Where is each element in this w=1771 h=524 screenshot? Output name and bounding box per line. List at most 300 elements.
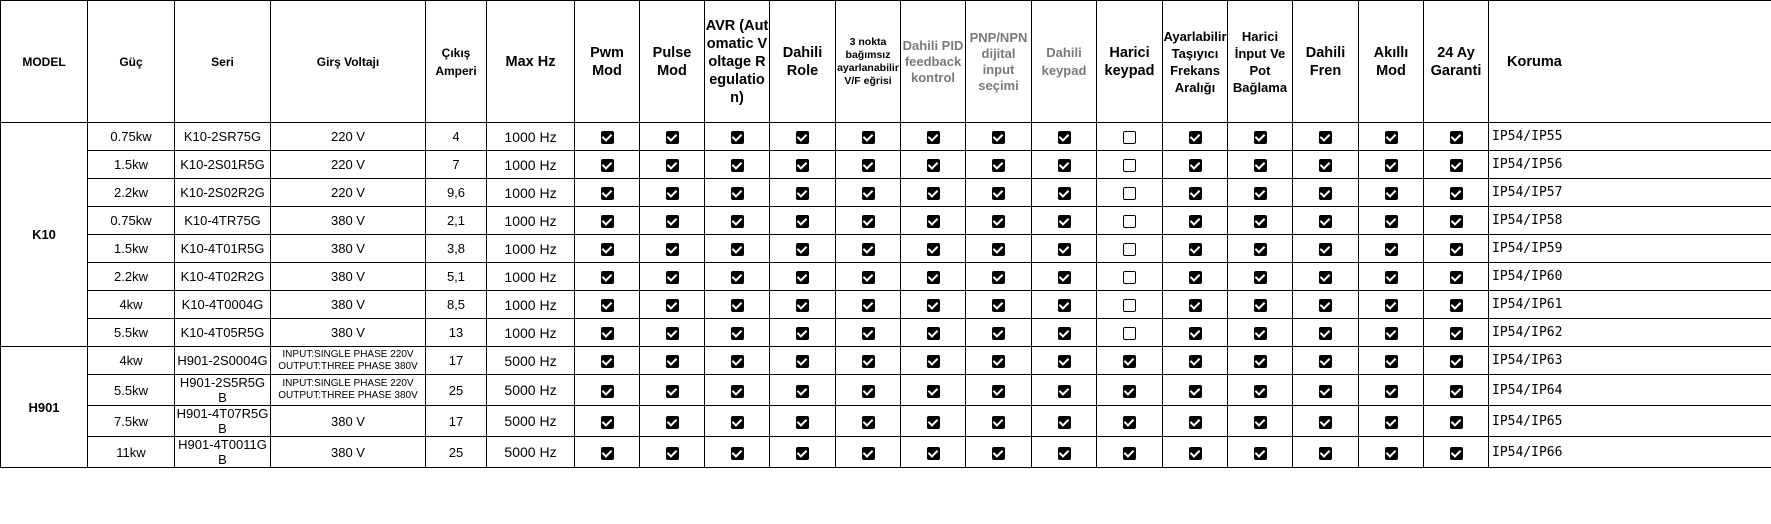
max-hz-cell: 5000 Hz (487, 347, 575, 375)
unchecked-checkbox-icon[interactable] (1123, 187, 1136, 200)
checked-checkbox-icon[interactable] (992, 299, 1005, 312)
power-cell: 1.5kw (88, 151, 175, 179)
checked-checkbox-icon[interactable] (1319, 187, 1332, 200)
checked-checkbox-icon[interactable] (601, 385, 614, 398)
checked-checkbox-icon[interactable] (601, 416, 614, 429)
feature-cell (640, 291, 705, 319)
checked-checkbox-icon[interactable] (862, 187, 875, 200)
checked-checkbox-icon[interactable] (992, 447, 1005, 460)
feature-cell (705, 151, 770, 179)
checked-checkbox-icon[interactable] (1385, 159, 1398, 172)
checked-checkbox-icon[interactable] (1254, 447, 1267, 460)
feature-cell (1424, 235, 1489, 263)
header-pulse: Pulse Mod (640, 1, 705, 123)
feature-cell (1293, 319, 1359, 347)
voltage-cell: 380 V (271, 207, 426, 235)
checked-checkbox-icon[interactable] (1058, 355, 1071, 368)
feature-cell (836, 406, 901, 437)
checked-checkbox-icon[interactable] (666, 299, 679, 312)
checked-checkbox-icon[interactable] (862, 355, 875, 368)
feature-cell (575, 151, 640, 179)
feature-cell (1293, 151, 1359, 179)
checked-checkbox-icon[interactable] (666, 187, 679, 200)
series-cell: H901-2S5R5G B (175, 375, 271, 406)
checked-checkbox-icon[interactable] (1123, 416, 1136, 429)
feature-cell (1228, 437, 1293, 468)
feature-cell (836, 263, 901, 291)
feature-cell (575, 263, 640, 291)
feature-cell (1228, 291, 1293, 319)
checked-checkbox-icon[interactable] (1450, 187, 1463, 200)
checked-checkbox-icon[interactable] (666, 271, 679, 284)
checked-checkbox-icon[interactable] (1319, 416, 1332, 429)
checked-checkbox-icon[interactable] (601, 327, 614, 340)
feature-cell (575, 235, 640, 263)
feature-cell (640, 406, 705, 437)
checked-checkbox-icon[interactable] (1189, 299, 1202, 312)
checked-checkbox-icon[interactable] (731, 299, 744, 312)
checked-checkbox-icon[interactable] (992, 215, 1005, 228)
header-maxhz: Max Hz (487, 1, 575, 123)
checked-checkbox-icon[interactable] (796, 215, 809, 228)
feature-cell (640, 235, 705, 263)
checked-checkbox-icon[interactable] (927, 299, 940, 312)
checked-checkbox-icon[interactable] (1189, 355, 1202, 368)
checked-checkbox-icon[interactable] (992, 355, 1005, 368)
checked-checkbox-icon[interactable] (1058, 447, 1071, 460)
checked-checkbox-icon[interactable] (1385, 131, 1398, 144)
checked-checkbox-icon[interactable] (992, 416, 1005, 429)
protection-cell: IP54/IP63 (1489, 347, 1771, 375)
protection-cell: IP54/IP59 (1489, 235, 1771, 263)
feature-cell (770, 437, 836, 468)
series-cell: K10-4T05R5G (175, 319, 271, 347)
checked-checkbox-icon[interactable] (1450, 355, 1463, 368)
checked-checkbox-icon[interactable] (601, 131, 614, 144)
unchecked-checkbox-icon[interactable] (1123, 299, 1136, 312)
checked-checkbox-icon[interactable] (1189, 327, 1202, 340)
checked-checkbox-icon[interactable] (1254, 385, 1267, 398)
feature-cell (1097, 151, 1163, 179)
table-row (1, 123, 1771, 151)
feature-cell (1097, 437, 1163, 468)
feature-cell (1359, 123, 1424, 151)
checked-checkbox-icon[interactable] (992, 385, 1005, 398)
feature-cell (1163, 347, 1228, 375)
feature-cell (966, 375, 1032, 406)
checked-checkbox-icon[interactable] (1189, 416, 1202, 429)
checked-checkbox-icon[interactable] (862, 159, 875, 172)
feature-cell (575, 437, 640, 468)
checked-checkbox-icon[interactable] (1385, 327, 1398, 340)
checked-checkbox-icon[interactable] (1450, 159, 1463, 172)
checked-checkbox-icon[interactable] (1058, 243, 1071, 256)
checked-checkbox-icon[interactable] (796, 355, 809, 368)
feature-cell (1293, 235, 1359, 263)
checked-checkbox-icon[interactable] (601, 271, 614, 284)
feature-cell (1032, 179, 1097, 207)
unchecked-checkbox-icon[interactable] (1123, 271, 1136, 284)
unchecked-checkbox-icon[interactable] (1123, 159, 1136, 172)
checked-checkbox-icon[interactable] (862, 385, 875, 398)
checked-checkbox-icon[interactable] (796, 385, 809, 398)
feature-cell (770, 375, 836, 406)
checked-checkbox-icon[interactable] (1254, 215, 1267, 228)
protection-cell: IP54/IP55 (1489, 123, 1771, 151)
feature-cell (1228, 235, 1293, 263)
max-hz-cell: 5000 Hz (487, 406, 575, 437)
checked-checkbox-icon[interactable] (796, 299, 809, 312)
checked-checkbox-icon[interactable] (1450, 215, 1463, 228)
checked-checkbox-icon[interactable] (992, 159, 1005, 172)
voltage-cell: 380 V (271, 263, 426, 291)
checked-checkbox-icon[interactable] (1319, 159, 1332, 172)
voltage-cell: 220 V (271, 123, 426, 151)
checked-checkbox-icon[interactable] (927, 447, 940, 460)
feature-cell (966, 347, 1032, 375)
checked-checkbox-icon[interactable] (796, 271, 809, 284)
feature-cell (1032, 319, 1097, 347)
checked-checkbox-icon[interactable] (927, 271, 940, 284)
checked-checkbox-icon[interactable] (927, 243, 940, 256)
checked-checkbox-icon[interactable] (1385, 271, 1398, 284)
protection-cell: IP54/IP56 (1489, 151, 1771, 179)
checked-checkbox-icon[interactable] (992, 131, 1005, 144)
voltage-cell: 220 V (271, 151, 426, 179)
feature-cell (1097, 123, 1163, 151)
checked-checkbox-icon[interactable] (862, 131, 875, 144)
checked-checkbox-icon[interactable] (1450, 131, 1463, 144)
feature-cell (705, 375, 770, 406)
checked-checkbox-icon[interactable] (1319, 355, 1332, 368)
checked-checkbox-icon[interactable] (927, 187, 940, 200)
checked-checkbox-icon[interactable] (1189, 131, 1202, 144)
max-hz-cell: 1000 Hz (487, 291, 575, 319)
feature-cell (1359, 406, 1424, 437)
feature-cell (1163, 406, 1228, 437)
checked-checkbox-icon[interactable] (927, 215, 940, 228)
feature-cell (1097, 207, 1163, 235)
feature-cell (1228, 123, 1293, 151)
header-harici-input: Harici İnput Ve Pot Bağlama (1228, 1, 1293, 123)
table-row (1, 179, 1771, 207)
checked-checkbox-icon[interactable] (1450, 243, 1463, 256)
checked-checkbox-icon[interactable] (1319, 215, 1332, 228)
feature-cell (901, 179, 966, 207)
feature-cell (966, 207, 1032, 235)
feature-cell (901, 319, 966, 347)
unchecked-checkbox-icon[interactable] (1123, 131, 1136, 144)
checked-checkbox-icon[interactable] (731, 131, 744, 144)
feature-cell (1424, 123, 1489, 151)
checked-checkbox-icon[interactable] (1254, 187, 1267, 200)
checked-checkbox-icon[interactable] (1450, 416, 1463, 429)
checked-checkbox-icon[interactable] (862, 215, 875, 228)
checked-checkbox-icon[interactable] (1385, 355, 1398, 368)
checked-checkbox-icon[interactable] (1319, 299, 1332, 312)
feature-cell (1228, 263, 1293, 291)
unchecked-checkbox-icon[interactable] (1123, 327, 1136, 340)
checked-checkbox-icon[interactable] (731, 447, 744, 460)
checked-checkbox-icon[interactable] (796, 159, 809, 172)
header-pwm: Pwm Mod (575, 1, 640, 123)
checked-checkbox-icon[interactable] (862, 416, 875, 429)
feature-cell (770, 347, 836, 375)
feature-cell (705, 406, 770, 437)
table-row (1, 235, 1771, 263)
feature-cell (705, 291, 770, 319)
checked-checkbox-icon[interactable] (1058, 299, 1071, 312)
feature-cell (1163, 375, 1228, 406)
checked-checkbox-icon[interactable] (731, 416, 744, 429)
feature-cell (966, 235, 1032, 263)
checked-checkbox-icon[interactable] (992, 327, 1005, 340)
checked-checkbox-icon[interactable] (862, 447, 875, 460)
checked-checkbox-icon[interactable] (1189, 385, 1202, 398)
series-cell: K10-4T01R5G (175, 235, 271, 263)
feature-cell (770, 406, 836, 437)
checked-checkbox-icon[interactable] (601, 299, 614, 312)
ampere-cell: 25 (426, 375, 487, 406)
series-cell: H901-2S0004G (175, 347, 271, 375)
checked-checkbox-icon[interactable] (1123, 385, 1136, 398)
checked-checkbox-icon[interactable] (1319, 447, 1332, 460)
feature-cell (1424, 375, 1489, 406)
checked-checkbox-icon[interactable] (1254, 243, 1267, 256)
feature-cell (575, 375, 640, 406)
table-row (1, 375, 1771, 406)
checked-checkbox-icon[interactable] (1189, 243, 1202, 256)
checked-checkbox-icon[interactable] (666, 416, 679, 429)
max-hz-cell: 5000 Hz (487, 437, 575, 468)
checked-checkbox-icon[interactable] (1254, 355, 1267, 368)
checked-checkbox-icon[interactable] (1319, 131, 1332, 144)
header-garanti: 24 Ay Garanti (1424, 1, 1489, 123)
checked-checkbox-icon[interactable] (666, 215, 679, 228)
checked-checkbox-icon[interactable] (1123, 355, 1136, 368)
feature-cell (1293, 375, 1359, 406)
checked-checkbox-icon[interactable] (1189, 271, 1202, 284)
feature-cell (836, 151, 901, 179)
feature-cell (575, 291, 640, 319)
checked-checkbox-icon[interactable] (731, 327, 744, 340)
checked-checkbox-icon[interactable] (1189, 447, 1202, 460)
feature-cell (966, 179, 1032, 207)
checked-checkbox-icon[interactable] (1123, 447, 1136, 460)
checked-checkbox-icon[interactable] (927, 159, 940, 172)
protection-cell: IP54/IP62 (1489, 319, 1771, 347)
checked-checkbox-icon[interactable] (731, 159, 744, 172)
checked-checkbox-icon[interactable] (1058, 159, 1071, 172)
checked-checkbox-icon[interactable] (731, 355, 744, 368)
checked-checkbox-icon[interactable] (666, 159, 679, 172)
checked-checkbox-icon[interactable] (862, 327, 875, 340)
feature-cell (1424, 406, 1489, 437)
unchecked-checkbox-icon[interactable] (1123, 243, 1136, 256)
checked-checkbox-icon[interactable] (1254, 416, 1267, 429)
feature-cell (770, 207, 836, 235)
voltage-cell: INPUT:SINGLE PHASE 220V OUTPUT:THREE PHASE 380V (271, 347, 426, 375)
feature-cell (836, 347, 901, 375)
checked-checkbox-icon[interactable] (1058, 385, 1071, 398)
feature-cell (1359, 291, 1424, 319)
checked-checkbox-icon[interactable] (1189, 215, 1202, 228)
checked-checkbox-icon[interactable] (1319, 327, 1332, 340)
series-cell: K10-4T02R2G (175, 263, 271, 291)
feature-cell (1293, 347, 1359, 375)
feature-cell (1163, 151, 1228, 179)
checked-checkbox-icon[interactable] (1385, 243, 1398, 256)
checked-checkbox-icon[interactable] (1385, 416, 1398, 429)
feature-cell (901, 123, 966, 151)
feature-cell (1032, 406, 1097, 437)
feature-cell (1359, 235, 1424, 263)
checked-checkbox-icon[interactable] (862, 299, 875, 312)
feature-cell (705, 179, 770, 207)
checked-checkbox-icon[interactable] (992, 271, 1005, 284)
checked-checkbox-icon[interactable] (927, 327, 940, 340)
checked-checkbox-icon[interactable] (1319, 271, 1332, 284)
checked-checkbox-icon[interactable] (1058, 215, 1071, 228)
feature-cell (1424, 437, 1489, 468)
feature-cell (770, 319, 836, 347)
feature-cell (836, 291, 901, 319)
checked-checkbox-icon[interactable] (666, 131, 679, 144)
feature-cell (770, 151, 836, 179)
checked-checkbox-icon[interactable] (731, 271, 744, 284)
checked-checkbox-icon[interactable] (731, 243, 744, 256)
checked-checkbox-icon[interactable] (601, 355, 614, 368)
model-cell: K10 (1, 123, 88, 347)
checked-checkbox-icon[interactable] (796, 447, 809, 460)
feature-cell (1228, 179, 1293, 207)
voltage-cell: 380 V (271, 291, 426, 319)
checked-checkbox-icon[interactable] (927, 416, 940, 429)
checked-checkbox-icon[interactable] (1450, 447, 1463, 460)
checked-checkbox-icon[interactable] (927, 385, 940, 398)
feature-cell (1359, 151, 1424, 179)
feature-cell (1424, 291, 1489, 319)
header-row (1, 1, 1771, 123)
checked-checkbox-icon[interactable] (1254, 159, 1267, 172)
checked-checkbox-icon[interactable] (601, 243, 614, 256)
feature-cell (1097, 319, 1163, 347)
checked-checkbox-icon[interactable] (1319, 243, 1332, 256)
feature-cell (575, 123, 640, 151)
ampere-cell: 7 (426, 151, 487, 179)
series-cell: H901-4T0011G B (175, 437, 271, 468)
series-cell: K10-4TR75G (175, 207, 271, 235)
power-cell: 4kw (88, 291, 175, 319)
checked-checkbox-icon[interactable] (992, 187, 1005, 200)
checked-checkbox-icon[interactable] (1319, 385, 1332, 398)
checked-checkbox-icon[interactable] (731, 215, 744, 228)
checked-checkbox-icon[interactable] (862, 243, 875, 256)
checked-checkbox-icon[interactable] (796, 327, 809, 340)
header-harici-keypad: Harici keypad (1097, 1, 1163, 123)
checked-checkbox-icon[interactable] (1385, 447, 1398, 460)
header-vf: 3 nokta bağımsız ayarlanabilir V/F eğrisi (836, 1, 901, 123)
feature-cell (1424, 151, 1489, 179)
checked-checkbox-icon[interactable] (1385, 187, 1398, 200)
checked-checkbox-icon[interactable] (927, 131, 940, 144)
checked-checkbox-icon[interactable] (1385, 385, 1398, 398)
feature-cell (1359, 437, 1424, 468)
checked-checkbox-icon[interactable] (796, 243, 809, 256)
protection-cell: IP54/IP57 (1489, 179, 1771, 207)
header-role: Dahili Role (770, 1, 836, 123)
checked-checkbox-icon[interactable] (796, 416, 809, 429)
checked-checkbox-icon[interactable] (1254, 327, 1267, 340)
checked-checkbox-icon[interactable] (601, 447, 614, 460)
checked-checkbox-icon[interactable] (666, 355, 679, 368)
checked-checkbox-icon[interactable] (1058, 327, 1071, 340)
checked-checkbox-icon[interactable] (1058, 131, 1071, 144)
checked-checkbox-icon[interactable] (1385, 215, 1398, 228)
header-avr: AVR (Automatic Voltage Regulation) (705, 1, 770, 123)
header-amper: Çıkış Amperi (426, 1, 487, 123)
feature-cell (1228, 375, 1293, 406)
table-row (1, 151, 1771, 179)
feature-cell (1424, 347, 1489, 375)
checked-checkbox-icon[interactable] (731, 187, 744, 200)
checked-checkbox-icon[interactable] (1189, 159, 1202, 172)
checked-checkbox-icon[interactable] (1254, 131, 1267, 144)
checked-checkbox-icon[interactable] (666, 327, 679, 340)
header-akilli: Akıllı Mod (1359, 1, 1424, 123)
checked-checkbox-icon[interactable] (731, 385, 744, 398)
checked-checkbox-icon[interactable] (1254, 271, 1267, 284)
feature-cell (1228, 151, 1293, 179)
checked-checkbox-icon[interactable] (666, 385, 679, 398)
checked-checkbox-icon[interactable] (666, 243, 679, 256)
max-hz-cell: 1000 Hz (487, 123, 575, 151)
checked-checkbox-icon[interactable] (666, 447, 679, 460)
checked-checkbox-icon[interactable] (1450, 299, 1463, 312)
feature-cell (1032, 291, 1097, 319)
feature-cell (640, 207, 705, 235)
checked-checkbox-icon[interactable] (601, 159, 614, 172)
checked-checkbox-icon[interactable] (1450, 385, 1463, 398)
checked-checkbox-icon[interactable] (1189, 187, 1202, 200)
checked-checkbox-icon[interactable] (1450, 271, 1463, 284)
table-row (1, 319, 1771, 347)
feature-cell (1359, 263, 1424, 291)
feature-cell (1293, 437, 1359, 468)
model-cell: H901 (1, 347, 88, 468)
checked-checkbox-icon[interactable] (1058, 187, 1071, 200)
ampere-cell: 8,5 (426, 291, 487, 319)
checked-checkbox-icon[interactable] (992, 243, 1005, 256)
feature-cell (836, 123, 901, 151)
checked-checkbox-icon[interactable] (1058, 271, 1071, 284)
checked-checkbox-icon[interactable] (796, 187, 809, 200)
checked-checkbox-icon[interactable] (796, 131, 809, 144)
checked-checkbox-icon[interactable] (927, 355, 940, 368)
table-row (1, 207, 1771, 235)
checked-checkbox-icon[interactable] (1385, 299, 1398, 312)
checked-checkbox-icon[interactable] (862, 271, 875, 284)
series-cell: H901-4T07R5G B (175, 406, 271, 437)
feature-cell (901, 406, 966, 437)
checked-checkbox-icon[interactable] (601, 187, 614, 200)
checked-checkbox-icon[interactable] (1254, 299, 1267, 312)
checked-checkbox-icon[interactable] (601, 215, 614, 228)
unchecked-checkbox-icon[interactable] (1123, 215, 1136, 228)
checked-checkbox-icon[interactable] (1450, 327, 1463, 340)
feature-cell (705, 123, 770, 151)
checked-checkbox-icon[interactable] (1058, 416, 1071, 429)
